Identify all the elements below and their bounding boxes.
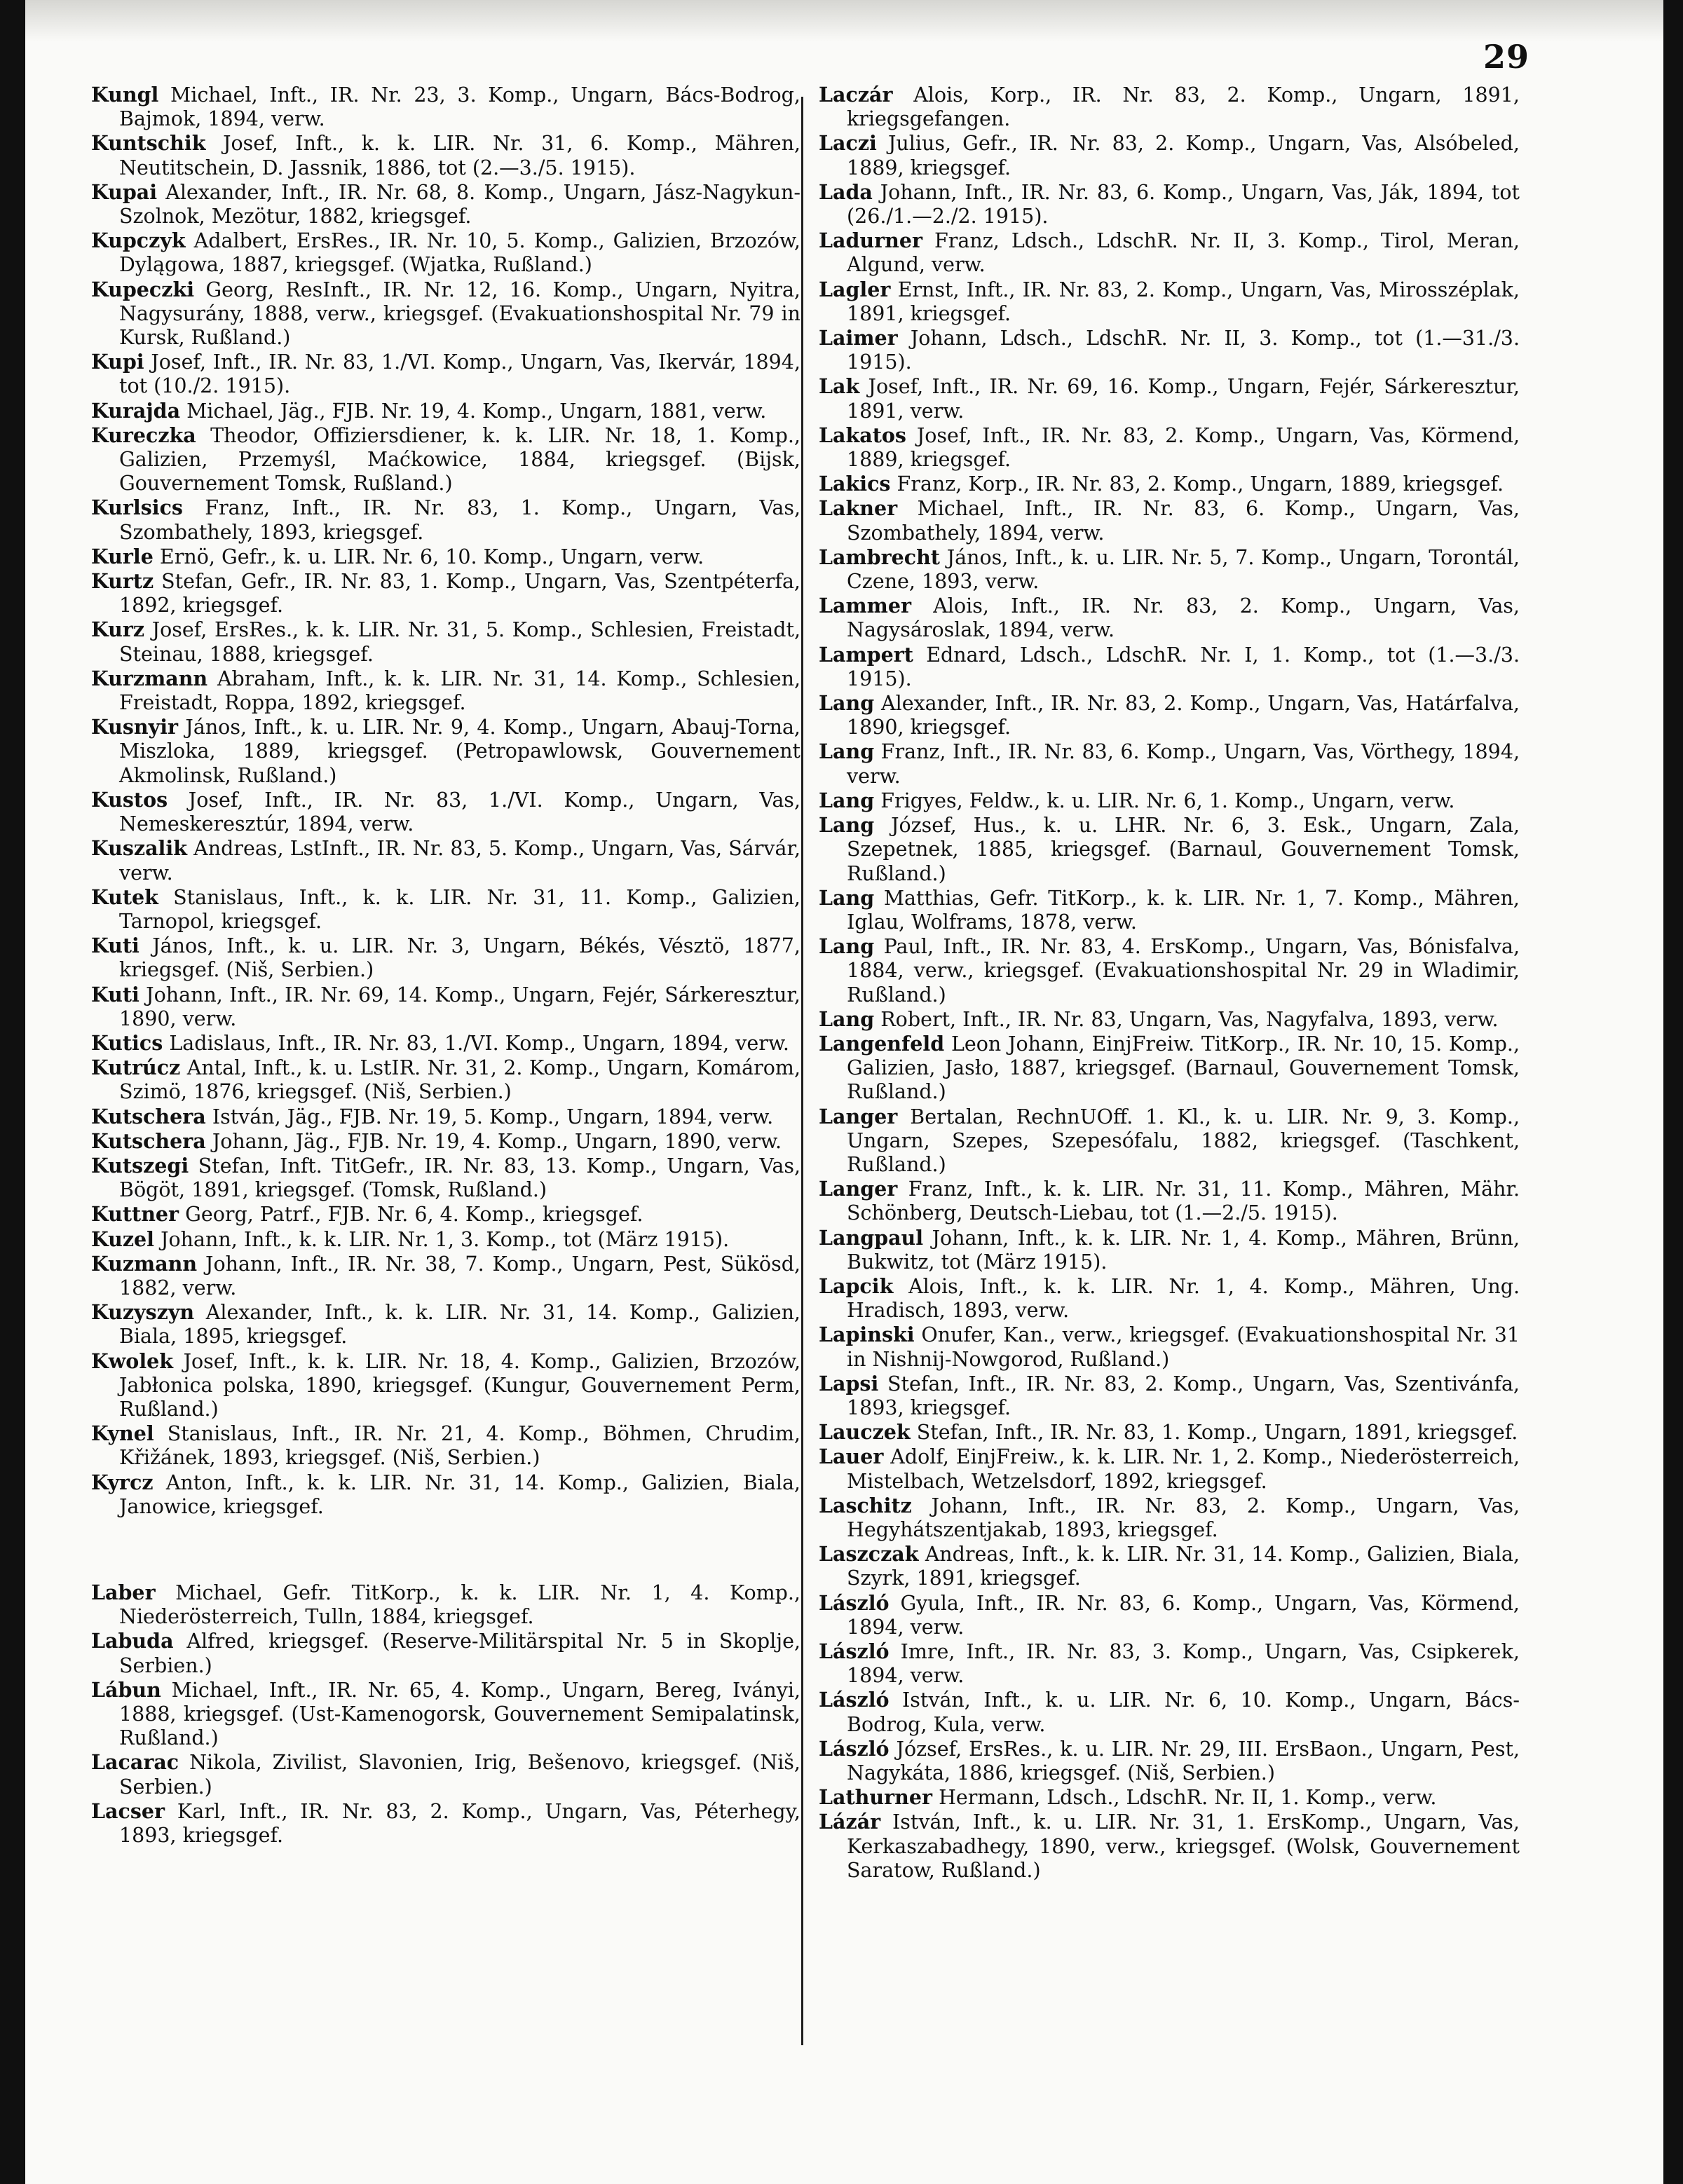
entry-surname: Lang [819, 788, 875, 812]
list-entry [91, 667, 800, 715]
entry-surname: Laczár [819, 83, 893, 107]
entry-surname: Laszczak [819, 1542, 919, 1567]
entry-surname: Labuda [91, 1629, 174, 1653]
entry-details: Johann, Jäg., FJB. Nr. 19, 4. Komp., Ungarn, 1890, verw. [212, 1129, 782, 1153]
right-column [819, 83, 1520, 1883]
list-entry [91, 1349, 800, 1422]
list-entry [91, 545, 800, 569]
entry-surname: Lábun [91, 1677, 161, 1702]
entry-surname: Langpaul [819, 1225, 924, 1250]
entry-surname: Kutics [91, 1030, 163, 1055]
entry-details: Ernö, Gefr., k. u. LIR. Nr. 6, 10. Komp., Ungarn, verw. [159, 545, 704, 568]
entry-surname: Lapsi [819, 1371, 879, 1395]
list-entry [91, 131, 800, 179]
entry-surname: Kutschera [91, 1128, 206, 1153]
entry-details: Franz, Inft., k. k. LIR. Nr. 31, 11. Komp., Mähren, Mähr. Schönberg, Deutsch-Liebau, tot (1.—2./5. 1915). [847, 1178, 1520, 1225]
entry-surname: Kurzmann [91, 666, 208, 690]
entry-surname: Lathurner [819, 1785, 932, 1810]
scan-right-border [1663, 0, 1683, 2184]
entry-details: Stefan, Inft., IR. Nr. 83, 2. Komp., Ungarn, Vas, Szentivánfa, 1893, kriegsgef. [847, 1372, 1520, 1419]
entry-details: Georg, Patrf., FJB. Nr. 6, 4. Komp., kriegsgef. [185, 1203, 643, 1227]
entry-details: Julius, Gefr., IR. Nr. 83, 2. Komp., Ungarn, Vas, Alsóbeled, 1889, kriegsgef. [847, 132, 1520, 179]
list-entry [819, 1105, 1520, 1178]
entry-surname: Kuntschik [91, 131, 206, 156]
entry-details: Adolf, EinjFreiw., k. k. LIR. Nr. 1, 2. Komp., Niederösterreich, Mistelbach, Wetzelsdorf, 1892, kriegsgef. [847, 1445, 1520, 1493]
list-entry [819, 1785, 1520, 1810]
entry-details: Antal, Inft., k. u. LstIR. Nr. 31, 2. Komp., Ungarn, Komárom, Szimö, 1876, kriegsgef. (Niš, Serbien.) [119, 1056, 800, 1104]
entry-surname: Lang [819, 813, 875, 838]
entry-surname: Lang [819, 934, 875, 959]
entry-details: Alexander, Inft., IR. Nr. 68, 8. Komp., Ungarn, Jász-Nagykun-Szolnok, Mezötur, 1882, kriegsgef. [119, 180, 800, 228]
list-entry [819, 886, 1520, 934]
entry-details: Johann, Ldsch., LdschR. Nr. II, 3. Komp., tot (1.—31./3. 1915). [847, 327, 1520, 374]
entry-details: Johann, Inft., k. k. LIR. Nr. 1, 4. Komp., Mähren, Brünn, Bukwitz, tot (März 1915). [847, 1226, 1520, 1274]
entry-surname: Kupeczki [91, 277, 195, 301]
entry-surname: Laimer [819, 326, 898, 350]
list-entry [819, 1542, 1520, 1590]
entry-details: János, Inft., k. u. LIR. Nr. 5, 7. Komp., Ungarn, Torontál, Czene, 1893, verw. [847, 545, 1520, 594]
entry-details: Abraham, Inft., k. k. LIR. Nr. 31, 14. Komp., Schlesien, Freistadt, Roppa, 1892, kriegsgef. [119, 667, 801, 715]
entry-details: Josef, ErsRes., k. k. LIR. Nr. 31, 5. Komp., Schlesien, Freistadt, Steinau, 1888, kriegsgef. [119, 618, 800, 666]
entry-details: Josef, Inft., k. k. LIR. Nr. 18, 4. Komp., Galizien, Brzozów, Jabłonica polska, 1890, kriegsgef. (Kungur, Gouvernement Perm, Rußland.) [119, 1349, 800, 1421]
entry-details: István, Inft., k. u. LIR. Nr. 31, 1. ErsKomp., Ungarn, Vas, Kerkaszabadhegy, 1890, verw., kriegsgef. (Wolsk, Gouvernement Saratow, Rußland.) [847, 1810, 1520, 1882]
list-entry [819, 1810, 1520, 1883]
list-entry [819, 545, 1520, 594]
entry-details: Josef, Inft., k. k. LIR. Nr. 31, 6. Komp., Mähren, Neutitschein, D. Jassnik, 1886, tot (2.—3./5. 1915). [119, 132, 801, 179]
entry-details: Onufer, Kan., verw., kriegsgef. (Evakuationshospital Nr. 31 in Nishnij-Nowgorod, Rußland.) [847, 1323, 1520, 1371]
entry-details: Johann, Inft., IR. Nr. 38, 7. Komp., Ungarn, Pest, Sükösd, 1882, verw. [119, 1252, 801, 1299]
entry-surname: Kupczyk [91, 228, 186, 253]
list-entry [819, 278, 1520, 326]
list-entry [91, 399, 800, 423]
entry-surname: Kupai [91, 179, 158, 204]
entry-details: Andreas, LstInft., IR. Nr. 83, 5. Komp., Ungarn, Vas, Sárvár, verw. [119, 837, 800, 885]
entry-details: Georg, ResInft., IR. Nr. 12, 16. Komp., Ungarn, Nyitra, Nagysurány, 1888, verw., kriegsgef. (Evakuationshospital Nr. 79 in Kursk, Rußland.) [119, 278, 800, 350]
list-entry [91, 1129, 800, 1154]
entry-details: Adalbert, ErsRes., IR. Nr. 10, 5. Komp., Galizien, Brzozów, Dylągowa, 1887, kriegsgef. (Wjatka, Rußland.) [119, 229, 800, 277]
list-entry [819, 1420, 1520, 1445]
list-entry [91, 1105, 800, 1129]
entry-surname: Lapcik [819, 1274, 894, 1298]
entry-details: Alfred, kriegsgef. (Reserve-Militärspital Nr. 5 in Skoplje, Serbien.) [119, 1630, 801, 1677]
entry-details: Stanislaus, Inft., k. k. LIR. Nr. 31, 11. Komp., Galizien, Tarnopol, kriegsgef. [119, 885, 800, 933]
entry-surname: Lampert [819, 642, 913, 667]
list-entry [819, 1007, 1520, 1032]
entry-surname: Kungl [91, 83, 159, 107]
list-entry [91, 1678, 800, 1751]
entry-surname: Lak [819, 374, 860, 399]
entry-details: Andreas, Inft., k. k. LIR. Nr. 31, 14. Komp., Galizien, Biala, Szyrk, 1891, kriegsgef. [847, 1543, 1520, 1590]
entry-details: József, Hus., k. u. LHR. Nr. 6, 3. Esk., Ungarn, Zala, Szepetnek, 1885, kriegsgef. (Barnaul, Gouvernement Tomsk, Rußland.) [847, 814, 1520, 885]
entry-surname: Kutschera [91, 1104, 206, 1128]
entry-details: Ernst, Inft., IR. Nr. 83, 2. Komp., Ungarn, Vas, Mirosszéplak, 1891, kriegsgef. [847, 278, 1520, 325]
entry-surname: Kuszalik [91, 836, 187, 861]
entry-details: Josef, Inft., IR. Nr. 83, 1./VI. Komp., Ungarn, Vas, Ikervár, 1894, tot (10./2. 1915). [119, 350, 800, 398]
entry-surname: Kutszegi [91, 1153, 189, 1178]
entry-details: Alexander, Inft., k. k. LIR. Nr. 31, 14. Komp., Galizien, Biala, 1895, kriegsgef. [119, 1301, 800, 1349]
list-entry [91, 836, 800, 885]
entry-details: Michael, Inft., IR. Nr. 83, 6. Komp., Ungarn, Vas, Szombathely, 1894, verw. [847, 497, 1520, 545]
entry-surname: Lakics [819, 472, 891, 496]
list-entry [819, 326, 1520, 374]
list-entry [819, 374, 1520, 423]
entry-details: Anton, Inft., k. k. LIR. Nr. 31, 14. Komp., Galizien, Biala, Janowice, kriegsgef. [119, 1470, 800, 1518]
entry-surname: Langenfeld [819, 1031, 945, 1056]
list-entry [819, 131, 1520, 179]
list-entry [819, 496, 1520, 545]
entry-details: Josef, Inft., IR. Nr. 83, 2. Komp., Ungarn, Vas, Körmend, 1889, kriegsgef. [847, 423, 1520, 472]
list-entry [819, 691, 1520, 739]
entry-details: Franz, Korp., IR. Nr. 83, 2. Komp., Ungarn, 1889, kriegsgef. [897, 472, 1504, 496]
list-entry [819, 1445, 1520, 1493]
page-number: 29 [1483, 38, 1529, 76]
list-entry [819, 813, 1520, 886]
entry-surname: Lagler [819, 277, 891, 301]
entry-details: Michael, Jäg., FJB. Nr. 19, 4. Komp., Ungarn, 1881, verw. [186, 399, 767, 423]
entry-surname: Langer [819, 1104, 898, 1128]
entry-surname: Kupi [91, 350, 144, 374]
entry-surname: Kusnyir [91, 715, 179, 739]
entry-surname: Kutrúcz [91, 1056, 181, 1080]
entry-surname: Lacarac [91, 1750, 179, 1775]
entry-details: Bertalan, RechnUOff. 1. Kl., k. u. LIR. Nr. 9, 3. Komp., Ungarn, Szepes, Szepesófalu, 1882, kriegsgef. (Taschkent, Rußland.) [847, 1105, 1520, 1176]
list-entry [819, 789, 1520, 813]
list-entry [819, 643, 1520, 691]
entry-details: Franz, Inft., IR. Nr. 83, 1. Komp., Ungarn, Vas, Szombathely, 1893, kriegsgef. [119, 496, 801, 544]
entry-details: Gyula, Inft., IR. Nr. 83, 6. Komp., Ungarn, Vas, Körmend, 1894, verw. [847, 1591, 1520, 1639]
list-entry [91, 423, 800, 496]
list-entry [819, 739, 1520, 788]
entry-surname: Lauer [819, 1445, 884, 1469]
entry-surname: Lázár [819, 1810, 881, 1834]
list-entry [819, 1591, 1520, 1639]
entry-surname: Kurajda [91, 398, 181, 423]
list-entry [819, 1494, 1520, 1542]
list-entry [91, 1227, 800, 1252]
scan-left-border [0, 0, 25, 2184]
list-entry [819, 1032, 1520, 1105]
entry-surname: Laschitz [819, 1493, 912, 1517]
entry-details: István, Inft., k. u. LIR. Nr. 6, 10. Komp., Ungarn, Bács-Bodrog, Kula, verw. [847, 1688, 1520, 1736]
list-entry [819, 1639, 1520, 1688]
entry-surname: Kurlsics [91, 496, 183, 520]
entry-details: Franz, Inft., IR. Nr. 83, 6. Komp., Ungarn, Vas, Vörthegy, 1894, verw. [847, 740, 1520, 788]
entry-surname: Lakatos [819, 423, 906, 447]
entry-details: Alois, Korp., IR. Nr. 83, 2. Komp., Ungarn, 1891, kriegsgefangen. [847, 83, 1520, 131]
entry-surname: László [819, 1736, 890, 1761]
list-entry [819, 472, 1520, 496]
entry-details: Paul, Inft., IR. Nr. 83, 4. ErsKomp., Ungarn, Vas, Bónisfalva, 1884, verw., kriegsgef. (Evakuationshospital Nr. 29 in Wladimir, Rußland.) [847, 935, 1520, 1006]
entry-details: István, Jäg., FJB. Nr. 19, 5. Komp., Ungarn, 1894, verw. [212, 1105, 774, 1128]
entry-details: Robert, Inft., IR. Nr. 83, Ungarn, Vas, Nagyfalva, 1893, verw. [880, 1007, 1499, 1031]
list-entry [819, 1274, 1520, 1323]
entry-details: Josef, Inft., IR. Nr. 83, 1./VI. Komp., Ungarn, Vas, Nemeskeresztúr, 1894, verw. [119, 788, 800, 836]
entry-surname: Kuti [91, 934, 139, 958]
entry-surname: Kurz [91, 617, 145, 642]
entry-details: Johann, Inft., IR. Nr. 69, 14. Komp., Ungarn, Fejér, Sárkeresztur, 1890, verw. [119, 983, 800, 1030]
list-entry [91, 569, 800, 617]
entry-surname: Kutek [91, 885, 158, 909]
entry-details: Imre, Inft., IR. Nr. 83, 3. Komp., Ungarn, Vas, Csipkerek, 1894, verw. [847, 1640, 1520, 1688]
list-entry [91, 1202, 800, 1227]
page-top-shadow [0, 0, 1683, 42]
entry-surname: Kwolek [91, 1349, 174, 1373]
left-column [91, 83, 800, 1848]
list-entry [819, 1688, 1520, 1736]
entry-details: Karl, Inft., IR. Nr. 83, 2. Komp., Ungarn, Vas, Péterhegy, 1893, kriegsgef. [119, 1799, 800, 1848]
entry-surname: Kynel [91, 1421, 154, 1446]
entry-details: Michael, Inft., IR. Nr. 23, 3. Komp., Ungarn, Bács-Bodrog, Bajmok, 1894, verw. [119, 83, 800, 131]
list-entry [819, 1323, 1520, 1371]
list-entry [91, 934, 800, 982]
list-entry [91, 1629, 800, 1677]
entry-details: Hermann, Ldsch., LdschR. Nr. II, 1. Komp., verw. [939, 1786, 1437, 1810]
list-entry [91, 278, 800, 350]
list-entry [819, 1226, 1520, 1274]
list-entry [819, 1372, 1520, 1420]
list-entry [91, 715, 800, 788]
entry-surname: Ladurner [819, 228, 923, 253]
list-entry [91, 617, 800, 666]
entry-surname: Kustos [91, 787, 168, 812]
entry-details: Johann, Inft., IR. Nr. 83, 6. Komp., Ungarn, Vas, Ják, 1894, tot (26./1.—2./2. 1915). [847, 180, 1520, 228]
entry-details: Stanislaus, Inft., IR. Nr. 21, 4. Komp., Böhmen, Chrudim, Křižánek, 1893, kriegsgef. (Niš, Serbien.) [119, 1422, 800, 1470]
entry-surname: Laber [91, 1580, 156, 1604]
entry-details: Alois, Inft., k. k. LIR. Nr. 1, 4. Komp., Mähren, Ung. Hradisch, 1893, verw. [847, 1274, 1520, 1323]
entry-surname: Kureczka [91, 423, 196, 447]
list-entry [819, 83, 1520, 131]
list-entry [819, 180, 1520, 228]
list-entry [91, 1154, 800, 1202]
list-entry [91, 1750, 800, 1799]
list-entry [819, 934, 1520, 1007]
list-entry [91, 1581, 800, 1629]
entry-details: Alexander, Inft., IR. Nr. 83, 2. Komp., Ungarn, Vas, Határfalva, 1890, kriegsgef. [847, 692, 1520, 739]
entry-details: Leon Johann, EinjFreiw. TitKorp., IR. Nr. 10, 15. Komp., Galizien, Jasło, 1887, kriegsgef. (Barnaul, Gouvernement Tomsk, Rußland.) [847, 1032, 1520, 1104]
entry-surname: Lang [819, 691, 875, 716]
entry-surname: Lakner [819, 496, 898, 521]
entry-surname: Lambrecht [819, 545, 940, 569]
entry-details: Stefan, Inft., IR. Nr. 83, 1. Komp., Ungarn, 1891, kriegsgef. [916, 1421, 1518, 1445]
entry-details: János, Inft., k. u. LIR. Nr. 3, Ungarn, Békés, Vésztö, 1877, kriegsgef. (Niš, Serbien.) [119, 934, 800, 982]
entry-details: Matthias, Gefr. TitKorp., k. k. LIR. Nr. 1, 7. Komp., Mähren, Iglau, Wolframs, 1878, verw. [847, 886, 1520, 934]
list-entry [819, 423, 1520, 472]
list-entry [91, 83, 800, 131]
entry-surname: Kurle [91, 544, 154, 568]
list-entry [91, 885, 800, 934]
entry-surname: Kuti [91, 982, 139, 1006]
list-entry [91, 180, 800, 228]
entry-surname: Lapinski [819, 1323, 915, 1347]
entry-surname: Lauczek [819, 1420, 911, 1445]
entry-surname: Lada [819, 179, 873, 204]
list-entry [91, 1056, 800, 1104]
entry-details: József, ErsRes., k. u. LIR. Nr. 29, III. ErsBaon., Ungarn, Pest, Nagykáta, 1886, kriegsgef. (Niš, Serbien.) [847, 1737, 1520, 1785]
entry-details: Ladislaus, Inft., IR. Nr. 83, 1./VI. Komp., Ungarn, 1894, verw. [169, 1031, 789, 1055]
entry-details: Stefan, Inft. TitGefr., IR. Nr. 83, 13. Komp., Ungarn, Vas, Bögöt, 1891, kriegsgef. (Tomsk, Rußland.) [119, 1154, 800, 1202]
entry-surname: László [819, 1590, 890, 1615]
list-entry [91, 983, 800, 1031]
entry-details: Stefan, Gefr., IR. Nr. 83, 1. Komp., Ungarn, Vas, Szentpéterfa, 1892, kriegsgef. [119, 570, 800, 617]
entry-details: Josef, Inft., IR. Nr. 69, 16. Komp., Ungarn, Fejér, Sárkeresztur, 1891, verw. [847, 375, 1520, 423]
entry-surname: Laczi [819, 131, 877, 156]
entry-surname: Kyrcz [91, 1470, 154, 1494]
entry-surname: Langer [819, 1177, 898, 1201]
list-entry [91, 788, 800, 836]
entry-surname: Kuzel [91, 1227, 155, 1251]
entry-surname: Kuttner [91, 1202, 179, 1227]
entry-surname: Kuzyszyn [91, 1300, 195, 1325]
entry-details: Alois, Inft., IR. Nr. 83, 2. Komp., Ungarn, Vas, Nagysároslak, 1894, verw. [847, 594, 1520, 642]
entry-surname: Lammer [819, 594, 911, 618]
entry-details: Franz, Ldsch., LdschR. Nr. II, 3. Komp., Tirol, Meran, Algund, verw. [847, 229, 1520, 277]
list-entry [91, 1421, 800, 1470]
section-gap [91, 1519, 800, 1581]
list-entry [91, 1799, 800, 1848]
list-entry [819, 1177, 1520, 1225]
list-entry [91, 1031, 800, 1056]
entry-details: Nikola, Zivilist, Slavonien, Irig, Bešenovo, kriegsgef. (Niš, Serbien.) [119, 1751, 800, 1799]
entry-surname: Lang [819, 885, 875, 910]
entry-details: Johann, Inft., k. k. LIR. Nr. 1, 3. Komp., tot (März 1915). [161, 1227, 730, 1251]
list-entry [91, 350, 800, 398]
list-entry [91, 1252, 800, 1300]
entry-surname: Kuzmann [91, 1251, 198, 1276]
entry-surname: Lacser [91, 1799, 165, 1823]
entry-details: Michael, Gefr. TitKorp., k. k. LIR. Nr. 1, 4. Komp., Niederösterreich, Tulln, 1884, kriegsgef. [119, 1581, 800, 1629]
list-entry [91, 496, 800, 544]
entry-details: Frigyes, Feldw., k. u. LIR. Nr. 6, 1. Komp., Ungarn, verw. [880, 789, 1455, 812]
list-entry [819, 228, 1520, 277]
entry-surname: Lang [819, 739, 875, 764]
list-entry [91, 1300, 800, 1349]
list-entry [91, 1470, 800, 1519]
entry-details: Ednard, Ldsch., LdschR. Nr. I, 1. Komp., tot (1.—3./3. 1915). [847, 643, 1520, 690]
entry-details: Michael, Inft., IR. Nr. 65, 4. Komp., Ungarn, Bereg, Iványi, 1888, kriegsgef. (Ust-Kamenogorsk, Gouvernement Semipalatinsk, Rußland.) [119, 1678, 801, 1750]
column-divider [801, 97, 803, 2045]
entry-details: Theodor, Offiziersdiener, k. k. LIR. Nr. 18, 1. Komp., Galizien, Przemyśl, Maćkowice, 1884, kriegsgef. (Bijsk, Gouvernement Tomsk, Rußland.) [119, 423, 800, 496]
entry-surname: Lang [819, 1006, 875, 1031]
entry-surname: Kurtz [91, 569, 154, 594]
list-entry [819, 1737, 1520, 1785]
entry-details: János, Inft., k. u. LIR. Nr. 9, 4. Komp., Ungarn, Abauj-Torna, Miszloka, 1889, kriegsgef. (Petropawlowsk, Gouvernement Akmolinsk, Rußland.) [119, 716, 800, 787]
list-entry [91, 228, 800, 277]
list-entry [819, 594, 1520, 642]
entry-surname: László [819, 1639, 890, 1663]
entry-surname: László [819, 1688, 890, 1712]
entry-details: Johann, Inft., IR. Nr. 83, 2. Komp., Ungarn, Vas, Hegyhátszentjakab, 1893, kriegsgef. [847, 1494, 1520, 1541]
